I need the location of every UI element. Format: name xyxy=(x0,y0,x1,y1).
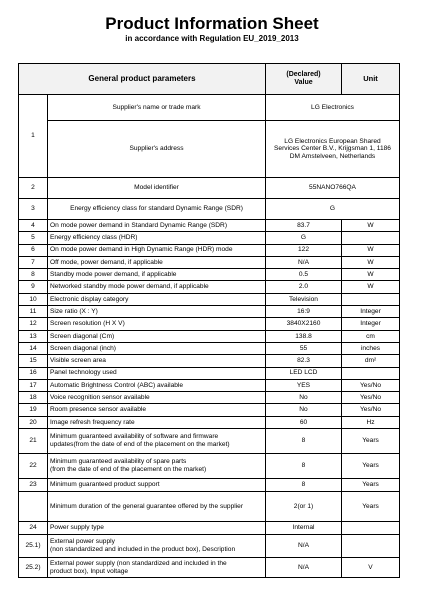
row-label xyxy=(48,535,266,558)
table-row-external-psu-description xyxy=(19,535,400,558)
row-unit: W xyxy=(342,256,400,268)
row-value: N/A xyxy=(266,558,342,578)
row-value: 8 xyxy=(266,429,342,454)
address-line: DM Amstelveen, Netherlands xyxy=(289,152,376,160)
table-row xyxy=(19,330,400,342)
row-value: LED LCD xyxy=(266,367,342,379)
row-value: 8 xyxy=(266,454,342,479)
row-label: On mode power demand in Standard Dynamic Range (SDR) xyxy=(48,220,266,232)
row-unit xyxy=(342,535,400,558)
row-value: 8 xyxy=(266,479,342,492)
row-value: 16:9 xyxy=(266,306,342,318)
row-value: 3840X2160 xyxy=(266,318,342,330)
row-label: Energy efficiency class for standard Dynamic Range (SDR) xyxy=(48,199,266,220)
row-value: 0.5 xyxy=(266,269,342,281)
table-row-product-support xyxy=(19,479,400,492)
row-number: 1 xyxy=(19,95,48,178)
row-number: 16 xyxy=(19,367,48,379)
row-number: 24 xyxy=(19,522,48,535)
row-label xyxy=(48,558,266,578)
row-label-line: Minimum guaranteed availability of software and firmware xyxy=(50,433,219,441)
row-unit: Years xyxy=(342,454,400,479)
row-unit: W xyxy=(342,220,400,232)
table-row-model xyxy=(19,178,400,199)
row-label-line: (from the date of end of the placement on the market) xyxy=(50,466,207,474)
row-value xyxy=(266,121,400,178)
row-label-line: product box), Input voltage xyxy=(50,567,129,575)
row-label: Standby mode power demand, if applicable xyxy=(48,269,266,281)
row-label: Off mode, power demand, if applicable xyxy=(48,256,266,268)
row-value: 2.0 xyxy=(266,281,342,293)
page-title: Product Information Sheet xyxy=(105,14,319,33)
row-unit: Integer xyxy=(342,318,400,330)
header-unit: Unit xyxy=(342,64,400,95)
row-label xyxy=(48,429,266,454)
table-row-supplier-name xyxy=(19,95,400,121)
row-label: Model identifier xyxy=(48,178,266,199)
row-unit xyxy=(342,367,400,379)
row-number: 3 xyxy=(19,199,48,220)
row-value: 83.7 xyxy=(266,220,342,232)
row-unit: W xyxy=(342,269,400,281)
table-row xyxy=(19,256,400,268)
row-label: Voice recognition sensor available xyxy=(48,392,266,404)
row-label: Size ratio (X : Y) xyxy=(48,306,266,318)
row-value: Television xyxy=(266,293,342,305)
table-row xyxy=(19,379,400,391)
row-number: 5 xyxy=(19,232,48,244)
row-number: 23 xyxy=(19,479,48,492)
table-row xyxy=(19,281,400,293)
product-information-table xyxy=(18,63,400,578)
table-row-external-psu-voltage xyxy=(19,558,400,578)
row-label: Power supply type xyxy=(48,522,266,535)
row-unit: V xyxy=(342,558,400,578)
row-unit: Hz xyxy=(342,416,400,428)
row-value: N/A xyxy=(266,256,342,268)
row-value: G xyxy=(266,232,342,244)
row-unit xyxy=(342,522,400,535)
table-row xyxy=(19,244,400,256)
row-number: 25.1) xyxy=(19,535,48,558)
row-number xyxy=(19,492,48,522)
row-value: No xyxy=(266,392,342,404)
row-label-line: updates(from the date of end of the placement on the market) xyxy=(50,441,230,449)
row-label: Image refresh frequency rate xyxy=(48,416,266,428)
table-row-energy-class-sdr xyxy=(19,199,400,220)
row-number: 25.2) xyxy=(19,558,48,578)
row-label: Automatic Brightness Control (ABC) available xyxy=(48,379,266,391)
row-label: Screen diagonal (Cm) xyxy=(48,330,266,342)
row-value: YES xyxy=(266,379,342,391)
row-value: 60 xyxy=(266,416,342,428)
row-value: N/A xyxy=(266,535,342,558)
row-value: No xyxy=(266,404,342,416)
table-row xyxy=(19,306,400,318)
table-row xyxy=(19,367,400,379)
table-row-power-supply-type xyxy=(19,522,400,535)
table-row xyxy=(19,293,400,305)
row-label: Room presence sensor available xyxy=(48,404,266,416)
row-unit: Years xyxy=(342,429,400,454)
row-number: 17 xyxy=(19,379,48,391)
row-number: 15 xyxy=(19,355,48,367)
row-number: 18 xyxy=(19,392,48,404)
row-number: 21 xyxy=(19,429,48,454)
row-label xyxy=(48,454,266,479)
header-value-line2: Value xyxy=(294,79,313,86)
row-unit: cm xyxy=(342,330,400,342)
row-number: 19 xyxy=(19,404,48,416)
row-value: G xyxy=(266,199,400,220)
row-number: 2 xyxy=(19,178,48,199)
table-row xyxy=(19,404,400,416)
row-value: 55 xyxy=(266,342,342,354)
row-number: 14 xyxy=(19,342,48,354)
row-label: Visible screen area xyxy=(48,355,266,367)
row-unit: W xyxy=(342,244,400,256)
page-subtitle: in accordance with Regulation EU_2019_2013 xyxy=(125,34,299,43)
address-line: LG Electronics European Shared xyxy=(284,137,381,145)
row-number: 9 xyxy=(19,281,48,293)
row-unit xyxy=(342,232,400,244)
row-number: 11 xyxy=(19,306,48,318)
row-label: Networked standby mode power demand, if applicable xyxy=(48,281,266,293)
row-unit: Yes/No xyxy=(342,379,400,391)
row-label-line: External power supply (non standardized and included in the xyxy=(50,559,227,567)
row-label-line: External power supply xyxy=(50,538,115,546)
row-unit: inches xyxy=(342,342,400,354)
row-label: Minimum duration of the general guarantee offered by the supplier xyxy=(48,492,266,522)
row-unit: Years xyxy=(342,492,400,522)
row-label: Minimum guaranteed product support xyxy=(48,479,266,492)
row-number: 7 xyxy=(19,256,48,268)
row-label: Supplier's name or trade mark xyxy=(48,95,266,121)
row-value: 138.8 xyxy=(266,330,342,342)
table-row xyxy=(19,342,400,354)
row-number: 10 xyxy=(19,293,48,305)
row-label: Panel technology used xyxy=(48,367,266,379)
row-unit: dm² xyxy=(342,355,400,367)
row-unit: W xyxy=(342,281,400,293)
row-label: Supplier's address xyxy=(48,121,266,178)
table-row-supplier-address xyxy=(19,121,400,178)
table-row xyxy=(19,392,400,404)
table-row xyxy=(19,269,400,281)
row-number: 12 xyxy=(19,318,48,330)
header-declared-value xyxy=(266,64,342,95)
header-parameters: General product parameters xyxy=(19,64,266,95)
row-label-line: Minimum guaranteed availability of spare parts xyxy=(50,458,187,466)
row-label: Screen resolution (H X V) xyxy=(48,318,266,330)
row-value: LG Electronics xyxy=(266,95,400,121)
row-label: Electronic display category xyxy=(48,293,266,305)
row-value: 82.3 xyxy=(266,355,342,367)
row-number: 6 xyxy=(19,244,48,256)
header-value-line1: (Declared) xyxy=(286,71,321,78)
table-row xyxy=(19,355,400,367)
table-row-software-updates xyxy=(19,429,400,454)
table-row-guarantee xyxy=(19,492,400,522)
row-value: 55NANO766QA xyxy=(266,178,400,199)
row-label: Energy efficiency class (HDR) xyxy=(48,232,266,244)
row-unit xyxy=(342,293,400,305)
row-label: On mode power demand in High Dynamic Range (HDR) mode xyxy=(48,244,266,256)
row-unit: Integer xyxy=(342,306,400,318)
row-number: 8 xyxy=(19,269,48,281)
table-row xyxy=(19,416,400,428)
row-number: 20 xyxy=(19,416,48,428)
row-unit: Yes/No xyxy=(342,392,400,404)
row-value: 122 xyxy=(266,244,342,256)
row-value: Internal xyxy=(266,522,342,535)
table-row-spare-parts xyxy=(19,454,400,479)
row-unit: Years xyxy=(342,479,400,492)
row-number: 13 xyxy=(19,330,48,342)
row-unit: Yes/No xyxy=(342,404,400,416)
table-row xyxy=(19,232,400,244)
row-number: 4 xyxy=(19,220,48,232)
row-value: 2(or 1) xyxy=(266,492,342,522)
row-label: Screen diagonal (inch) xyxy=(48,342,266,354)
table-row xyxy=(19,318,400,330)
address-line: Services Center B.V., Krijgsman 1, 1186 xyxy=(274,145,391,153)
row-number: 22 xyxy=(19,454,48,479)
table-header-row xyxy=(19,64,400,95)
row-label-line: (non standardized and included in the product box), Description xyxy=(50,546,236,554)
table-row xyxy=(19,220,400,232)
